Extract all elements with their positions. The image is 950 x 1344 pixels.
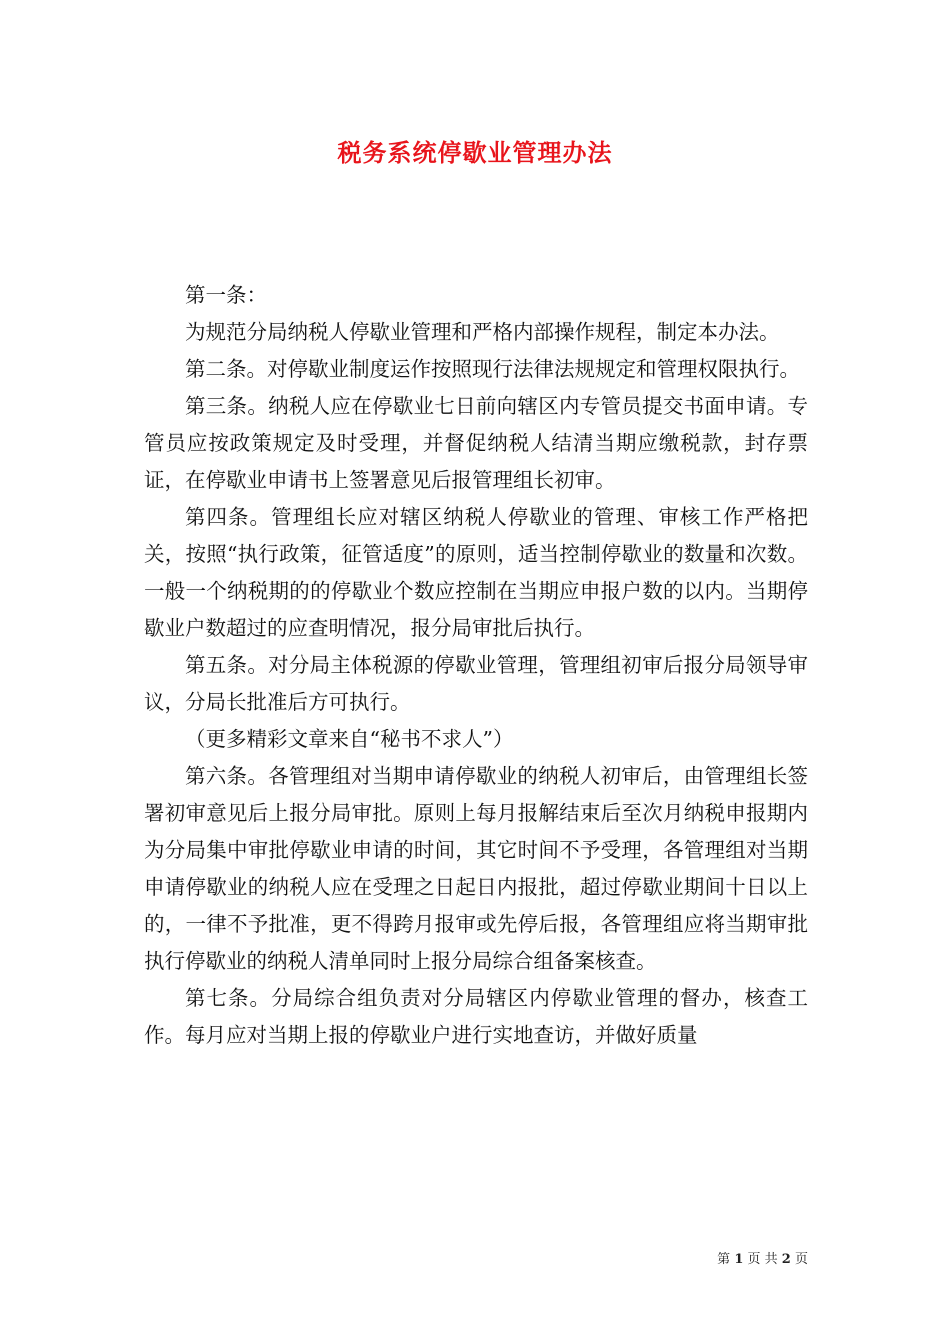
footer-middle: 页 共	[747, 1252, 778, 1267]
paragraph-article-3: 第三条。纳税人应在停歇业七日前向辖区内专管员提交书面申请。专管员应按政策规定及时受理，并督促纳税人结清当期应缴税款，封存票证，在停歇业申请书上签署意见后报管理组长初审。	[144, 394, 808, 492]
paragraph-article-1-text: 为规范分局纳税人停歇业管理和严格内部操作规程，制定本办法。	[185, 320, 780, 344]
paragraph-article-5: 第五条。对分局主体税源的停歇业管理，管理组初审后报分局领导审议，分局长批准后方可执行。	[144, 653, 808, 714]
document-title: 税务系统停歇业管理办法	[337, 138, 613, 167]
document-body	[144, 277, 808, 1054]
paragraph-article-6: 第六条。各管理组对当期申请停歇业的纳税人初审后，由管理组长签署初审意见后上报分局审批。原则上每月报解结束后至次月纳税申报期内为分局集中审批停歇业申请的时间，其它时间不予受理，各管理组对当期申请停歇业的纳税人应在受理之日起日内报批，超过停歇业期间十日以上的，一律不予批准，更不得跨月报审或先停后报，各管理组应将当期审批执行停歇业的纳税人清单同时上报分局综合组备案核查。	[144, 764, 808, 973]
paragraph-source-note: （更多精彩文章来自“秘书不求人”）	[185, 727, 514, 751]
paragraph-article-7: 第七条。分局综合组负责对分局辖区内停歇业管理的督办，核查工作。每月应对当期上报的停歇业户进行实地查访，并做好质量	[144, 986, 808, 1047]
footer-current-page: 1	[734, 1252, 744, 1267]
footer-suffix: 页	[794, 1252, 808, 1267]
paragraph-article-1-heading: 第一条：	[185, 283, 267, 307]
page-number-footer	[717, 1248, 808, 1267]
paragraph-article-2: 第二条。对停歇业制度运作按照现行法律法规规定和管理权限执行。	[185, 357, 800, 381]
paragraph-article-4: 第四条。管理组长应对辖区纳税人停歇业的管理、审核工作严格把关，按照“执行政策，征管适度”的原则，适当控制停歇业的数量和次数。一般一个纳税期的的停歇业个数应控制在当期应申报户数的以内。当期停歇业户数超过的应查明情况，报分局审批后执行。	[144, 505, 808, 640]
footer-total-pages: 2	[781, 1252, 791, 1267]
footer-prefix: 第	[717, 1252, 731, 1267]
